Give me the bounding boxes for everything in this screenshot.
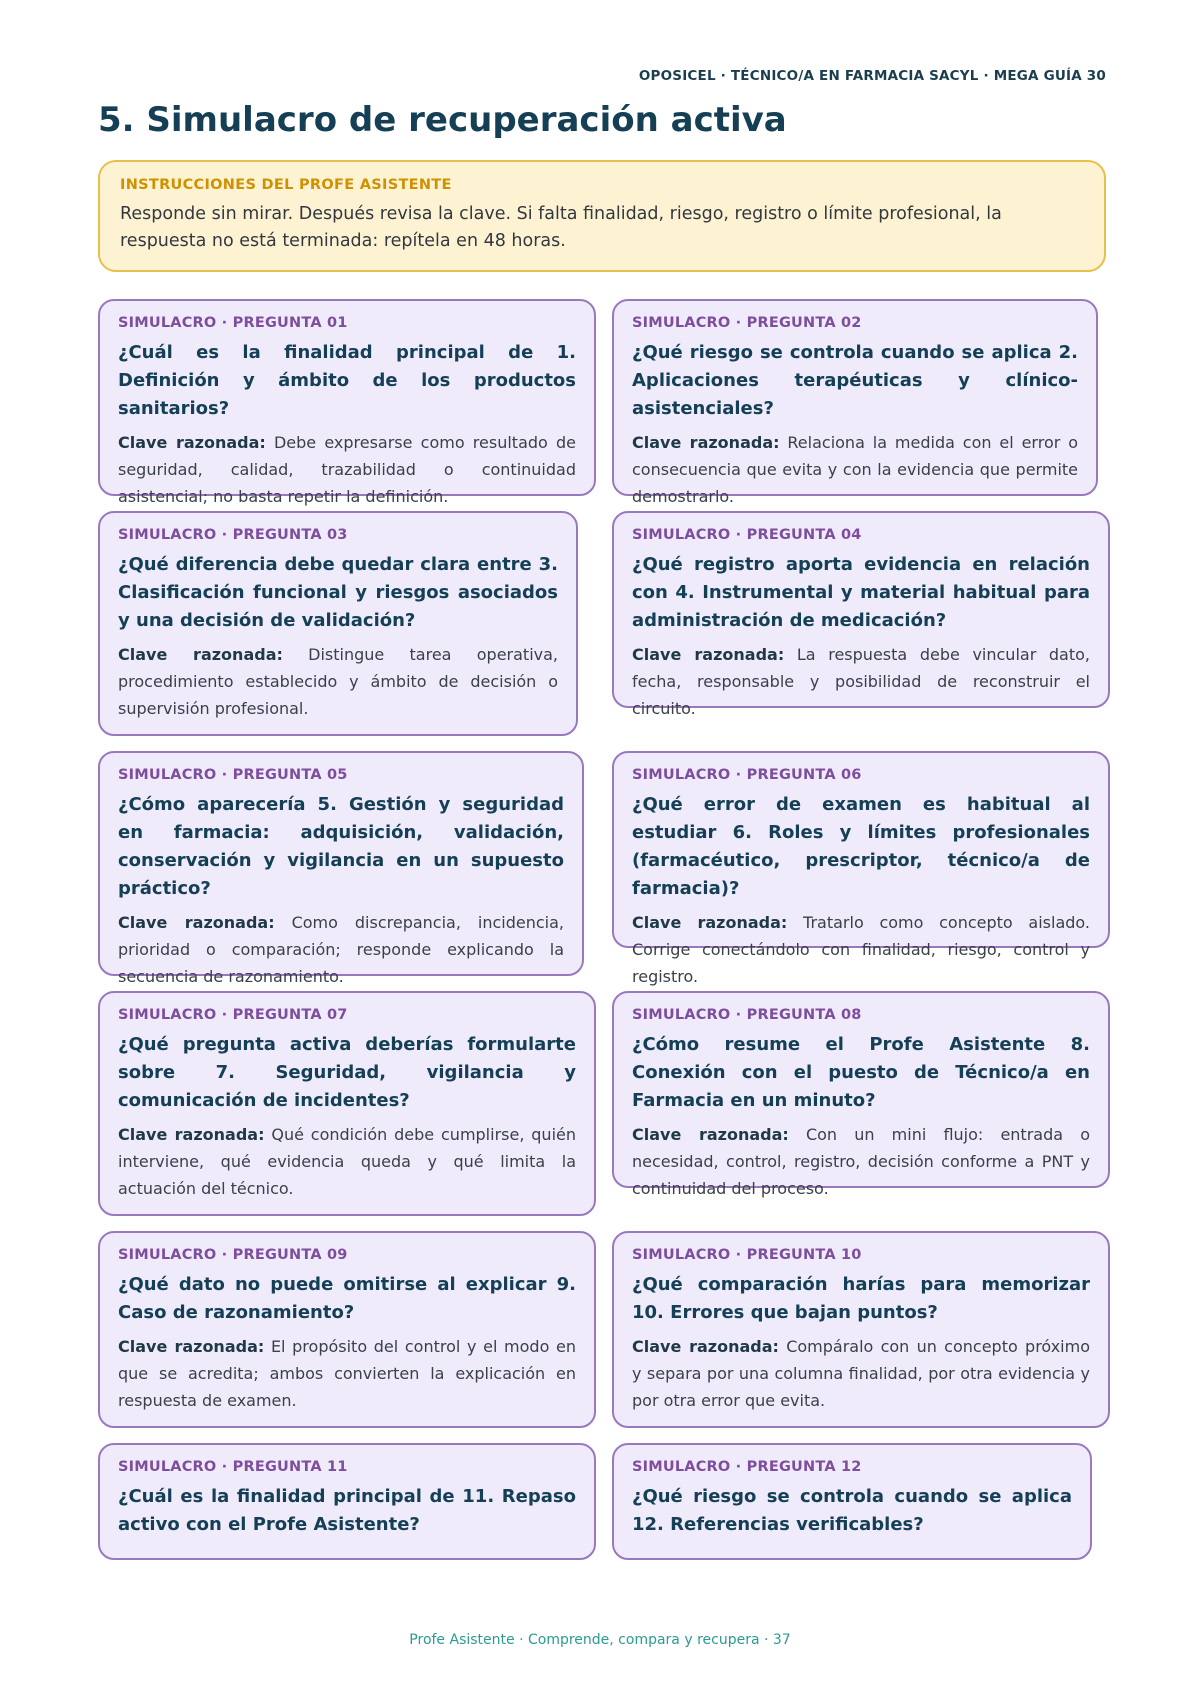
page-title: 5. Simulacro de recuperación activa <box>98 100 787 140</box>
question-label: SIMULACRO · PREGUNTA 12 <box>632 1459 862 1475</box>
question-text: ¿Qué error de examen es habitual al estudiar 6. Roles y límites profesionales (farmacéutico, prescriptor, técnico/a de farmacia)? <box>632 794 1090 899</box>
answer-key-label: Clave razonada: <box>632 1125 789 1144</box>
question-label: SIMULACRO · PREGUNTA 09 <box>118 1247 348 1263</box>
answer-key <box>118 909 564 990</box>
question-card-08 <box>612 991 1110 1198</box>
answer-text: Relaciona la medida con el error o consecuencia que evita y con la evidencia que permite demostrarlo. <box>632 433 1078 506</box>
instructions-box <box>98 160 1106 272</box>
answer-key <box>632 909 1090 990</box>
answer-key-label: Clave razonada: <box>632 433 780 452</box>
answer-text: Como discrepancia, incidencia, prioridad o comparación; responde explicando la secuencia de razonamiento. <box>118 913 564 986</box>
answer-key-label: Clave razonada: <box>118 1125 265 1144</box>
question-label: SIMULACRO · PREGUNTA 02 <box>632 315 862 331</box>
answer-key <box>118 641 558 722</box>
answer-key <box>118 429 576 510</box>
answer-key-label: Clave razonada: <box>632 913 788 932</box>
question-text: ¿Qué dato no puede omitirse al explicar 9. Caso de razonamiento? <box>118 1274 576 1323</box>
answer-key <box>632 1333 1090 1414</box>
question-text: ¿Cómo resume el Profe Asistente 8. Conexión con el puesto de Técnico/a en Farmacia en un minuto? <box>632 1034 1090 1111</box>
question-text: ¿Qué riesgo se controla cuando se aplica 2. Aplicaciones terapéuticas y clínico-asistenciales? <box>632 342 1078 419</box>
question-label: SIMULACRO · PREGUNTA 11 <box>118 1459 348 1475</box>
question-card-02 <box>612 299 1098 506</box>
question-card-09 <box>98 1231 596 1428</box>
question-text: ¿Qué registro aporta evidencia en relación con 4. Instrumental y material habitual para administración de medicación? <box>632 554 1090 631</box>
question-card-05 <box>98 751 584 986</box>
answer-key <box>632 429 1078 510</box>
question-card-03 <box>98 511 578 736</box>
answer-key-label: Clave razonada: <box>632 1337 779 1356</box>
answer-text: Con un mini flujo: entrada o necesidad, control, registro, decisión conforme a PNT y continuidad del proceso. <box>632 1125 1090 1198</box>
question-label: SIMULACRO · PREGUNTA 07 <box>118 1007 348 1023</box>
answer-key-label: Clave razonada: <box>118 1337 265 1356</box>
question-card-04 <box>612 511 1110 718</box>
answer-key <box>632 1121 1090 1202</box>
question-card-06 <box>612 751 1110 986</box>
question-card-01 <box>98 299 596 506</box>
answer-key <box>632 641 1090 722</box>
question-text: ¿Qué diferencia debe quedar clara entre 3. Clasificación funcional y riesgos asociados y una decisión de validación? <box>118 554 558 631</box>
question-text: ¿Qué riesgo se controla cuando se aplica 12. Referencias verificables? <box>632 1486 1072 1535</box>
instructions-text: Responde sin mirar. Después revisa la clave. Si falta finalidad, riesgo, registro o límite profesional, la respuesta no está terminada: repítela en 48 horas. <box>120 204 1002 251</box>
question-text: ¿Cómo aparecería 5. Gestión y seguridad en farmacia: adquisición, validación, conservación y vigilancia en un supuesto práctico? <box>118 794 564 899</box>
question-label: SIMULACRO · PREGUNTA 05 <box>118 767 348 783</box>
question-label: SIMULACRO · PREGUNTA 03 <box>118 527 348 543</box>
question-label: SIMULACRO · PREGUNTA 08 <box>632 1007 862 1023</box>
answer-key-label: Clave razonada: <box>118 645 283 664</box>
question-card-10 <box>612 1231 1110 1428</box>
question-card-07 <box>98 991 596 1216</box>
answer-text: Debe expresarse como resultado de seguridad, calidad, trazabilidad o continuidad asistencial; no basta repetir la definición. <box>118 433 576 506</box>
answer-key <box>118 1121 576 1202</box>
answer-text: La respuesta debe vincular dato, fecha, responsable y posibilidad de reconstruir el circuito. <box>632 645 1091 718</box>
question-text: ¿Cuál es la finalidad principal de 1. Definición y ámbito de los productos sanitarios? <box>118 342 576 419</box>
question-text: ¿Cuál es la finalidad principal de 11. Repaso activo con el Profe Asistente? <box>118 1486 576 1535</box>
answer-text: Distingue tarea operativa, procedimiento establecido y ámbito de decisión o supervisión profesional. <box>118 645 558 718</box>
question-label: SIMULACRO · PREGUNTA 10 <box>632 1247 862 1263</box>
question-label: SIMULACRO · PREGUNTA 06 <box>632 767 862 783</box>
running-header: OPOSICEL · TÉCNICO/A EN FARMACIA SACYL · MEGA GUÍA 30 <box>638 68 1106 84</box>
question-label: SIMULACRO · PREGUNTA 04 <box>632 527 862 543</box>
answer-key-label: Clave razonada: <box>118 433 266 452</box>
question-text: ¿Qué pregunta activa deberías formularte sobre 7. Seguridad, vigilancia y comunicación de incidentes? <box>118 1034 576 1111</box>
answer-text: El propósito del control y el modo en que se acredita; ambos convierten la explicación en respuesta de examen. <box>118 1337 576 1410</box>
question-text: ¿Qué comparación harías para memorizar 10. Errores que bajan puntos? <box>632 1274 1090 1323</box>
page-footer: Profe Asistente · Comprende, compara y recupera · 37 <box>409 1632 791 1648</box>
answer-text: Qué condición debe cumplirse, quién interviene, qué evidencia queda y qué limita la actuación del técnico. <box>118 1125 576 1198</box>
answer-key-label: Clave razonada: <box>632 645 785 664</box>
question-label: SIMULACRO · PREGUNTA 01 <box>118 315 348 331</box>
answer-text: Tratarlo como concepto aislado. Corrige conectándolo con finalidad, riesgo, control y registro. <box>632 913 1090 986</box>
answer-key-label: Clave razonada: <box>118 913 275 932</box>
instructions-title: INSTRUCCIONES DEL PROFE ASISTENTE <box>120 177 452 193</box>
answer-text: Compáralo con un concepto próximo y separa por una columna finalidad, por otra evidencia y por otra error que evita. <box>632 1337 1090 1410</box>
question-card-12 <box>612 1443 1092 1560</box>
answer-key <box>118 1333 576 1414</box>
question-card-11 <box>98 1443 596 1560</box>
